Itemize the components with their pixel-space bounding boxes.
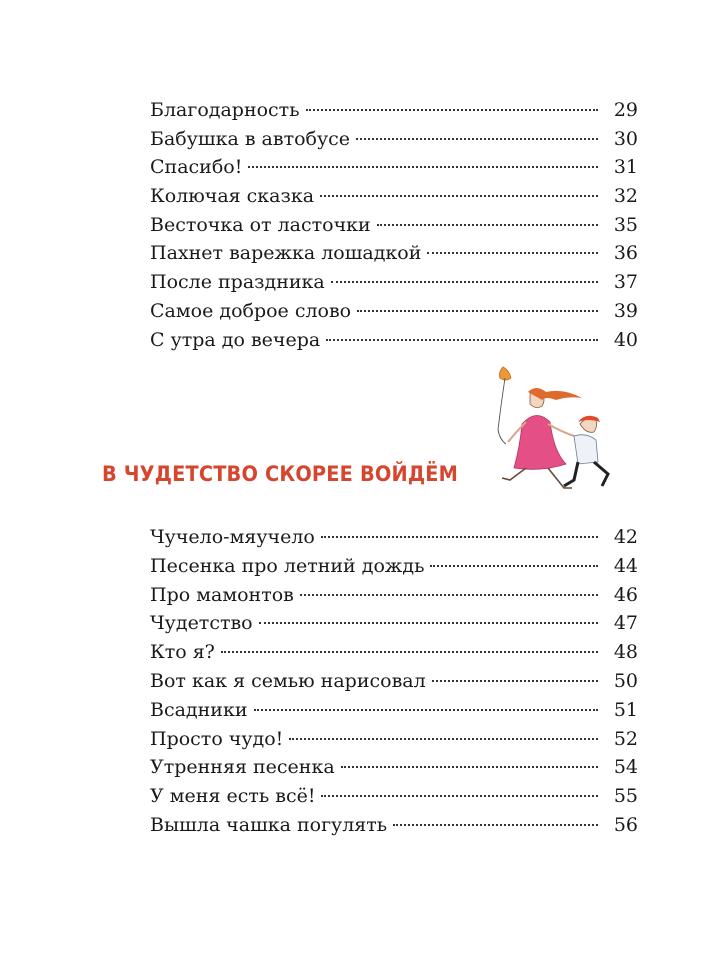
- toc-entry-page: 47: [613, 612, 638, 635]
- toc-entry[interactable]: [150, 725, 638, 754]
- toc-dot-leader: [289, 738, 598, 740]
- toc-entry-title: Колючая сказка: [150, 185, 315, 208]
- toc-entry-page: 36: [613, 242, 638, 265]
- toc-entry-title: Кто я?: [150, 641, 215, 664]
- toc-dot-leader: [254, 709, 599, 711]
- toc-entry-page: 31: [613, 156, 638, 179]
- toc-dot-leader: [320, 195, 598, 197]
- toc-entry-title: У меня есть всё!: [150, 785, 316, 808]
- toc-list-part1: [150, 96, 638, 354]
- toc-entry[interactable]: [150, 638, 638, 667]
- toc-entry[interactable]: [150, 753, 638, 782]
- toc-dot-leader: [341, 766, 598, 768]
- toc-dot-leader: [248, 166, 598, 168]
- toc-entry[interactable]: [150, 268, 638, 297]
- toc-entry-title: Вышла чашка погулять: [150, 813, 388, 836]
- toc-entry-title: Чучело-мяучело: [150, 526, 315, 548]
- toc-dot-leader: [306, 109, 598, 111]
- toc-entry-page: 35: [613, 213, 638, 236]
- toc-entry-title: Просто чудо!: [150, 727, 284, 750]
- toc-dot-leader: [331, 281, 598, 283]
- toc-entry[interactable]: [150, 326, 638, 355]
- toc-dot-leader: [259, 622, 598, 624]
- boy-figure: [564, 416, 608, 486]
- toc-entry[interactable]: [150, 667, 638, 696]
- toc-entry-title: Благодарность: [150, 99, 300, 121]
- toc-entry-page: 29: [613, 99, 638, 121]
- toc-entry[interactable]: [150, 182, 638, 211]
- toc-entry-page: 46: [613, 583, 638, 606]
- toc-dot-leader: [393, 824, 598, 826]
- toc-entry-title: Самое доброе слово: [150, 299, 352, 322]
- toc-entry[interactable]: [150, 609, 638, 638]
- toc-dot-leader: [357, 310, 598, 312]
- toc-dot-leader: [430, 565, 598, 567]
- toc-entry-page: 48: [613, 641, 638, 664]
- toc-entry[interactable]: [150, 125, 638, 154]
- toc-entry-title: Чудетство: [150, 612, 253, 635]
- toc-entry-page: 51: [613, 698, 638, 721]
- toc-entry-title: Вот как я семью нарисовал: [150, 669, 426, 692]
- toc-dot-leader: [321, 795, 598, 797]
- toc-entry-page: 52: [613, 727, 638, 750]
- girl-figure: [502, 388, 582, 488]
- toc-entry-page: 50: [613, 669, 638, 692]
- toc-dot-leader: [221, 651, 598, 653]
- toc-entry-title: После праздника: [150, 271, 325, 294]
- running-children-illustration: [470, 362, 640, 502]
- toc-entry[interactable]: [150, 153, 638, 182]
- toc-entry-page: 42: [613, 526, 638, 548]
- toc-entry-page: 44: [613, 554, 638, 577]
- toc-entry-title: Всадники: [150, 698, 248, 721]
- toc-list-part2: [150, 523, 638, 840]
- toc-entry-title: Утренняя песенка: [150, 756, 335, 779]
- toc-dot-leader: [432, 680, 598, 682]
- toc-dot-leader: [427, 252, 598, 254]
- toc-entry[interactable]: [150, 211, 638, 240]
- toc-entry-page: 39: [613, 299, 638, 322]
- toc-entry[interactable]: [150, 552, 638, 581]
- toc-dot-leader: [326, 339, 598, 341]
- toc-entry-title: Пахнет варежка лошадкой: [150, 242, 422, 265]
- toc-entry-title: Весточка от ласточки: [150, 213, 371, 236]
- toc-entry-title: Песенка про летний дождь: [150, 554, 425, 577]
- section-heading: В ЧУДЕТСТВО СКОРЕЕ ВОЙДЁМ: [102, 462, 459, 486]
- toc-entry[interactable]: [150, 581, 638, 610]
- toc-entry-title: С утра до вечера: [150, 328, 321, 351]
- toc-dot-leader: [356, 138, 598, 140]
- toc-entry-title: Про мамонтов: [150, 583, 294, 606]
- toc-entry-title: Бабушка в автобусе: [150, 127, 351, 150]
- toc-entry-page: 32: [613, 185, 638, 208]
- toc-entry[interactable]: [150, 297, 638, 326]
- toc-entry-page: 37: [613, 271, 638, 294]
- toc-entry-page: 54: [613, 756, 638, 779]
- toc-entry[interactable]: [150, 523, 638, 552]
- toc-entry[interactable]: [150, 782, 638, 811]
- toc-dot-leader: [300, 594, 598, 596]
- toc-entry-page: 55: [613, 785, 638, 808]
- toc-entry-page: 56: [613, 813, 638, 836]
- toc-dot-leader: [377, 224, 598, 226]
- toc-entry[interactable]: [150, 696, 638, 725]
- toc-entry[interactable]: [150, 811, 638, 840]
- toc-entry-title: Спасибо!: [150, 156, 243, 179]
- toc-entry-page: 40: [613, 328, 638, 351]
- toc-entry[interactable]: [150, 239, 638, 268]
- toc-dot-leader: [321, 536, 598, 538]
- kite-icon: [498, 367, 511, 444]
- toc-entry[interactable]: [150, 96, 638, 125]
- toc-entry-page: 30: [613, 127, 638, 150]
